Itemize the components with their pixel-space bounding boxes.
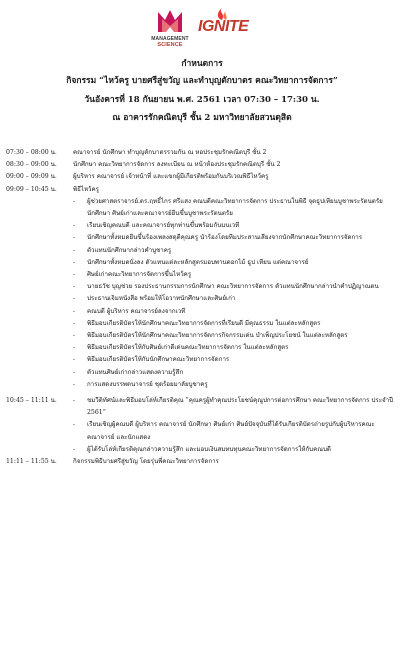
- list-item: [73, 379, 398, 391]
- dash-bullet-icon: -: [73, 258, 76, 266]
- list-item: [73, 220, 398, 232]
- list-item-text: ตัวแทนศิษย์เก่ากล่าวแสดงความรู้สึก: [87, 368, 184, 376]
- schedule-subitems: [73, 196, 398, 391]
- schedule-row: [6, 171, 398, 183]
- schedule-time: 08:30 – 09:00 น.: [6, 161, 57, 169]
- list-item-text: ประธานเจิมหนังสือ พร้อมให้โอวาทนักศึกษาและศิษย์เก่า: [87, 295, 236, 303]
- header-logos: [0, 6, 404, 52]
- dash-bullet-icon: -: [73, 356, 76, 364]
- list-item: [73, 196, 398, 220]
- dash-bullet-icon: -: [73, 421, 76, 429]
- dash-bullet-icon: -: [73, 222, 76, 230]
- list-item-text: ผู้ช่วยศาสตราจารย์.ดร.ฤทธิ์ไกร ศรีแสง คณบดีคณะวิทยาการจัดการ ประธานในพิธี จุดธูปเทียนบูชาพระรัตนตรัย นักศึกษา ศิษย์เก่าและคณาจารย์ยืนขึ้นบูชาพระรัตนตรัย: [87, 197, 383, 218]
- dash-bullet-icon: -: [73, 380, 76, 388]
- list-item: [73, 293, 398, 305]
- schedule-activity: ผู้บริหาร คณาจารย์ เจ้าหน้าที่ และแขกผู้มีเกียรติพร้อมกันบริเวณพิธีไหว้ครู: [73, 173, 269, 181]
- list-item-text: นักศึกษาทั้งหมดยืนขึ้นร้องเพลงสดุดีคุณครู นำร้องโดยทีมประสานเสียงจากนักศึกษาคณะวิทยาการจัดการ: [87, 234, 363, 242]
- list-item-text: พิธีมอบเกียรติบัตรให้นักศึกษาคณะวิทยาการจัดการที่เรียนดี มีคุณธรรม ในแต่ละหลักสูตร: [87, 319, 321, 327]
- list-item-text: ศิษย์เก่าคณะวิทยาการจัดการขึ้นไหว้ครู: [87, 271, 192, 279]
- list-item: [73, 354, 398, 366]
- dash-bullet-icon: -: [73, 246, 76, 254]
- schedule-subitems: [73, 395, 398, 456]
- list-item-text: ผู้ได้รับโล่ห์เกียรติคุณกล่าวความรู้สึก และมอบเงินสมทบทุนคณะวิทยาการจัดการให้กับคณบดี: [87, 445, 331, 453]
- dash-bullet-icon: -: [73, 197, 76, 205]
- list-item-text: พิธีมอบเกียรติบัตรให้กับศิษย์เก่าดีเด่นคณะวิทยาการจัดการ ในแต่ละหลักสูตร: [87, 344, 289, 352]
- schedule-time: 09:00 – 09:09 น.: [6, 173, 57, 181]
- schedule-list: [6, 147, 398, 468]
- management-science-logo: [148, 6, 192, 50]
- schedule-activity: นักศึกษา คณะวิทยาการจัดการ ลงทะเบียน ณ หน้าห้องประชุมรักคณิตบุรี ชั้น 2: [73, 161, 281, 169]
- schedule-row: [6, 456, 398, 468]
- list-item-text: การแสดงบรรพดนาจารย์ ชุดร้อยมาลัยบูชาครู: [87, 380, 208, 388]
- dash-bullet-icon: -: [73, 295, 76, 303]
- dash-bullet-icon: -: [73, 332, 76, 340]
- schedule-time: 11:11 – 11:55 น.: [6, 458, 57, 466]
- schedule-row: [6, 184, 398, 391]
- list-item-text: พิธีมอบเกียรติบัตรให้นักศึกษาคณะวิทยาการจัดการกิจกรรมเด่น บำเพ็ญประโยชน์ ในแต่ละหลักสูตร: [87, 332, 348, 340]
- list-item: [73, 395, 398, 419]
- schedule-row: [6, 147, 398, 159]
- list-item-text: ตัวแทนนักศึกษากล่าวคำบูชาครู: [87, 246, 172, 254]
- dash-bullet-icon: -: [73, 283, 76, 291]
- list-item: [73, 269, 398, 281]
- list-item: [73, 318, 398, 330]
- schedule-row: [6, 395, 398, 456]
- schedule-row: [6, 159, 398, 171]
- dash-bullet-icon: -: [73, 344, 76, 352]
- list-item: [73, 444, 398, 456]
- dash-bullet-icon: -: [73, 271, 76, 279]
- dash-bullet-icon: -: [73, 397, 76, 405]
- list-item: [73, 419, 398, 443]
- dash-bullet-icon: -: [73, 445, 76, 453]
- list-item: [73, 245, 398, 257]
- management-science-emblem-icon: [156, 6, 184, 34]
- ignite-logo: [198, 8, 249, 48]
- list-item: [73, 257, 398, 269]
- list-item: [73, 330, 398, 342]
- dash-bullet-icon: -: [73, 319, 76, 327]
- list-item-text: ชมวีดิทัศน์และพิธีมอบโล่ห์เกียรติคุณ “คุณครูผู้ทำคุณประโยชน์คุณูปการต่อการศึกษา คณะวิทยาการจัดการ ประจำปี 2561”: [87, 397, 394, 417]
- event-title: กิจกรรม “ไหว้ครู บายศรีสู่ขวัญ และทำบุญตักบาตร คณะวิทยาการจัดการ”: [66, 76, 338, 86]
- dash-bullet-icon: -: [73, 234, 76, 242]
- dash-bullet-icon: -: [73, 307, 76, 315]
- logo-line-science: SCIENCE: [157, 42, 183, 48]
- logo-line-management: MANAGEMENT: [151, 36, 189, 42]
- list-item: [73, 232, 398, 244]
- schedule-activity: คณาจารย์ นักศึกษา ทำบุญตักบาตรรวมกัน ณ หอประชุมรักคณิตบุรี ชั้น 2: [73, 149, 267, 156]
- list-item-text: เรียนเชิญคณบดี และคณาจารย์ทุกท่านขึ้นพร้อมกันบนเวที: [87, 222, 240, 230]
- list-item: [73, 281, 398, 293]
- schedule-time: 07:30 – 08:00 น.: [6, 149, 57, 156]
- event-venue: ณ อาคารรักคณิตบุรี ชั้น 2 มหาวิทยาลัยสวนดุสิต: [112, 113, 292, 123]
- event-date: วันอังคารที่ 18 กันยายน พ.ศ. 2561 เวลา 07:30 – 17:30 น.: [84, 95, 320, 105]
- list-item-text: เรียนเชิญผู้คณบดี ผู้บริหาร คณาจารย์ นักศึกษา ศิษย์เก่า ศิษย์ปัจจุบันที่ได้รับเกียรติบัตรถ่ายรูปกับผู้บริหารคณะ คณาจารย์ และนักแสดง: [87, 421, 375, 441]
- list-item: [73, 367, 398, 379]
- list-item: [73, 342, 398, 354]
- list-item: [73, 306, 398, 318]
- schedule-activity: กิจกรรมพิธีบายศรีสู่ขวัญ โดยรุ่นพี่คณะวิทยาการจัดการ: [73, 458, 219, 466]
- schedule-time: 10:45 – 11:11 น.: [6, 397, 57, 405]
- list-item-text: พิธีมอบเกียรติบัตรให้กับนักศึกษาคณะวิทยาการจัดการ: [87, 356, 230, 364]
- ignite-wordmark: IGNITE: [198, 18, 249, 35]
- page-title: กำหนดการ: [181, 59, 223, 69]
- schedule-time: 09:09 – 10:45 น.: [6, 185, 57, 193]
- list-item-text: คณบดี ผู้บริหาร คณาจารย์ลงจากเวที: [87, 307, 186, 315]
- list-item-text: นายธวัช บุญช่วย รองประธานกรรมการนักศึกษา คณะวิทยาการจัดการ ตัวแทนนักศึกษากล่าวนำคำปฏิญาณตน: [87, 283, 379, 291]
- schedule-activity: พิธีไหว้ครู: [73, 185, 99, 193]
- list-item-text: นักศึกษาทั้งหมดนั่งลง ตัวแทนแต่ละหลักสูตรมอบพานดอกไม้ ธูป เทียน แด่คณาจารย์: [87, 258, 309, 266]
- dash-bullet-icon: -: [73, 368, 76, 376]
